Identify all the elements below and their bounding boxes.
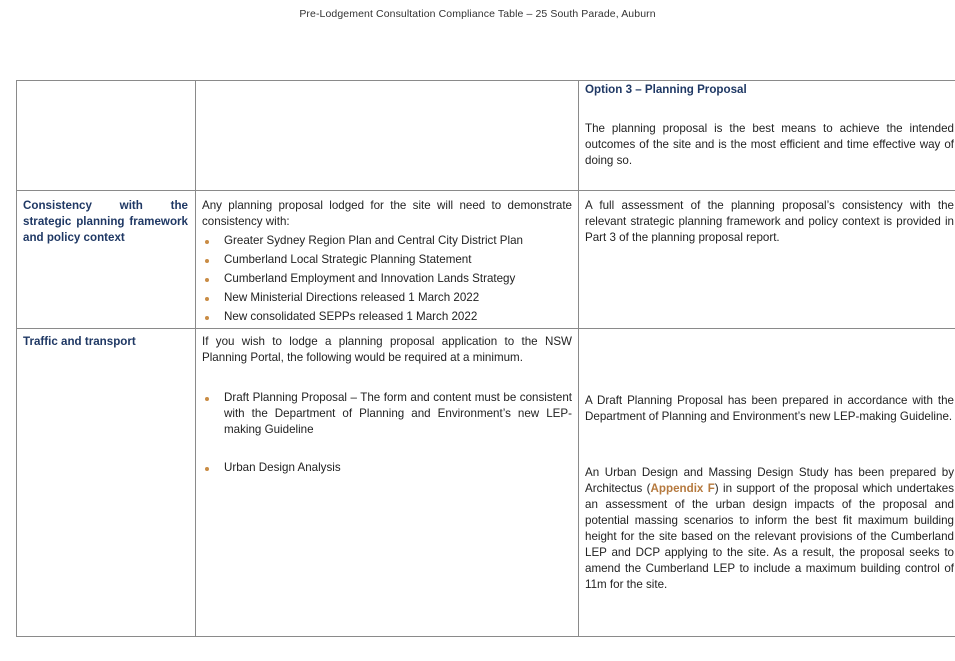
- list-item-text: Draft Planning Proposal – The form and content must be consistent with the Department of Planning and Environment’s new LEP-making Guideline: [224, 391, 572, 436]
- list-item: [202, 309, 572, 328]
- list-item: [202, 252, 572, 271]
- table-top-border: [16, 80, 955, 81]
- bullet-icon: [205, 278, 209, 282]
- appendix-reference: Appendix F: [650, 482, 715, 495]
- table-left-border: [16, 80, 17, 637]
- column-divider: [195, 80, 196, 637]
- column-divider: [578, 80, 579, 637]
- response-text: ) in support of the proposal which undertakes an assessment of the urban design impacts of the proposal and potential massing scenarios to inform the best fit maximum building height for the site based on the relevant provisions of the Cumberland LEP and DCP applying to the site. As a result, the proposal seeks to amend the Cumberland LEP to include a maximum building control of 11m for the site.: [585, 482, 954, 591]
- list-item: [202, 233, 572, 252]
- list-item-text: New Ministerial Directions released 1 March 2022: [224, 291, 480, 304]
- row-label-text: Consistency with the strategic planning framework and policy context: [23, 199, 188, 244]
- list-item-text: New consolidated SEPPs released 1 March 2022: [224, 310, 478, 323]
- row-label-traffic: [23, 334, 188, 350]
- requirement-intro: Any planning proposal lodged for the site will need to demonstrate consistency with:: [202, 199, 572, 228]
- bullet-icon: [205, 467, 209, 471]
- list-item: [202, 271, 572, 290]
- response-text: An Urban Design and Massing Design Study has been prepared by Architectus (: [585, 466, 954, 495]
- requirement-cell-strategic: [202, 198, 572, 328]
- requirement-cell-traffic: [202, 334, 572, 476]
- list-item: [202, 290, 572, 309]
- list-item: [202, 390, 572, 438]
- bullet-icon: [205, 240, 209, 244]
- option-cell: [585, 82, 954, 169]
- response-text: A Draft Planning Proposal has been prepared in accordance with the Department of Planning and Environment’s new LEP-making Guideline.: [585, 394, 954, 423]
- requirement-list: [202, 390, 572, 476]
- response-text: A full assessment of the planning proposal’s consistency with the relevant strategic planning framework and policy context is provided in Part 3 of the planning proposal report.: [585, 199, 954, 244]
- response-cell-traffic-1: [585, 393, 954, 425]
- bullet-icon: [205, 397, 209, 401]
- bullet-icon: [205, 297, 209, 301]
- requirement-list: [202, 233, 572, 328]
- list-item: [202, 460, 572, 476]
- list-item-text: Urban Design Analysis: [224, 461, 341, 474]
- row-divider: [16, 190, 955, 191]
- table-bottom-border: [16, 636, 955, 637]
- list-item-text: Cumberland Employment and Innovation Lands Strategy: [224, 272, 516, 285]
- page-title: Pre-Lodgement Consultation Compliance Table – 25 South Parade, Auburn: [299, 8, 656, 20]
- bullet-icon: [205, 316, 209, 320]
- row-divider: [16, 328, 955, 329]
- bullet-icon: [205, 259, 209, 263]
- option-text: The planning proposal is the best means to achieve the intended outcomes of the site and is the most efficient and time effective way of doing so.: [585, 122, 954, 167]
- list-item-text: Greater Sydney Region Plan and Central City District Plan: [224, 234, 523, 247]
- list-item-text: Cumberland Local Strategic Planning Statement: [224, 253, 472, 266]
- option-heading: Option 3 – Planning Proposal: [585, 83, 747, 96]
- response-cell-strategic: [585, 198, 954, 246]
- row-label-strategic: [23, 198, 188, 246]
- response-cell-traffic-2: [585, 465, 954, 593]
- requirement-intro: If you wish to lodge a planning proposal application to the NSW Planning Portal, the following would be required at a minimum.: [202, 335, 572, 364]
- row-label-text: Traffic and transport: [23, 335, 136, 348]
